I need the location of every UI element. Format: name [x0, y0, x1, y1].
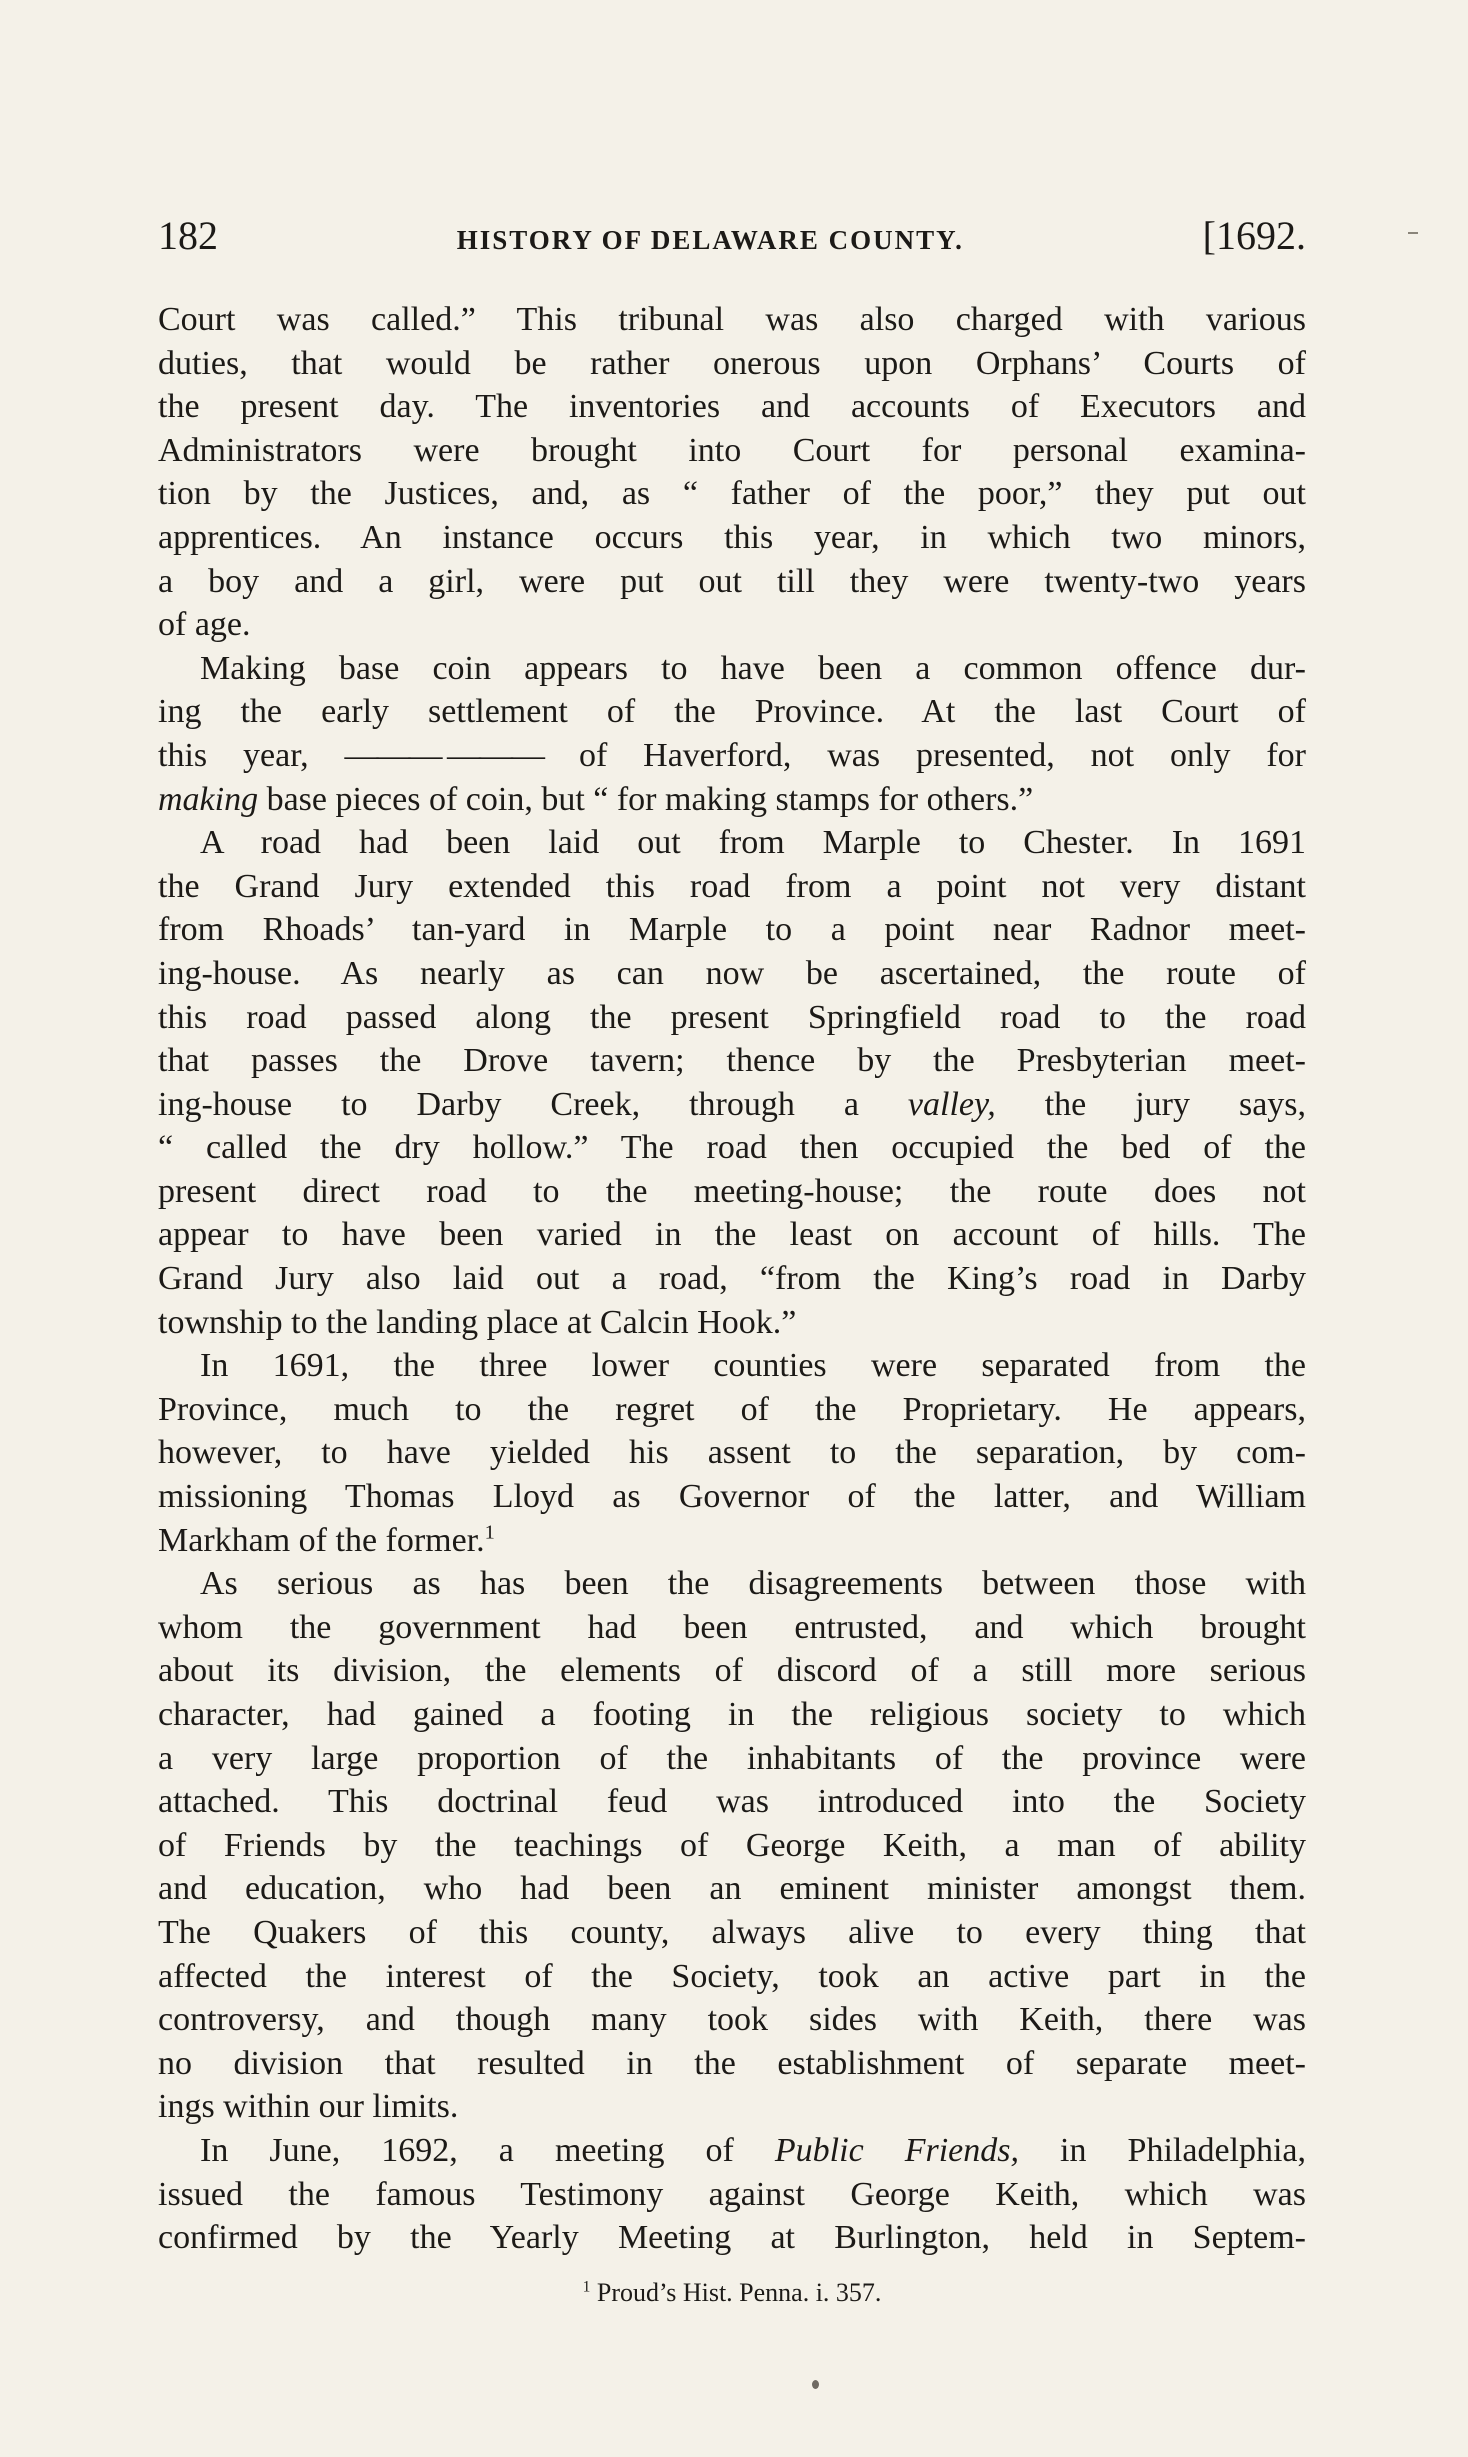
- text-line: the present day. The inventories and accounts of Executors and: [158, 388, 1306, 426]
- italic-phrase: Public Friends,: [774, 2131, 1019, 2169]
- text-line: A road had been laid out from Marple to Chester. In 1691: [200, 824, 1306, 862]
- text-line: Province, much to the regret of the Proprietary. He appears,: [158, 1390, 1306, 1428]
- text-line: duties, that would be rather onerous upon Orphans’ Courts of: [158, 344, 1306, 382]
- text-line: character, had gained a footing in the religious society to which: [158, 1696, 1306, 1733]
- text-line-italic: [158, 778, 1306, 822]
- text-line: whom the government had been entrusted, and which brought: [158, 1608, 1306, 1646]
- text-line: “ called the dry hollow.” The road then occupied the bed of the: [158, 1129, 1306, 1167]
- page-speck: [812, 2380, 819, 2389]
- text-fragment: base pieces of coin, but “ for making stamps for others.”: [266, 780, 1034, 818]
- text-line: appear to have been varied in the least on account of hills. The: [158, 1216, 1306, 1254]
- text-line: of age.: [158, 606, 251, 644]
- text-line: Grand Jury also laid out a road, “from the King’s road in Darby: [158, 1260, 1306, 1298]
- text-line: a very large proportion of the inhabitants of the province were: [158, 1739, 1306, 1777]
- text-fragment: Markham of the former.: [158, 1521, 485, 1559]
- text-line: that passes the Drove tavern; thence by the Presbyterian meet-: [158, 1042, 1306, 1080]
- text-line-redacted-name: [158, 734, 1306, 778]
- text-fragment: the jury says,: [1044, 1085, 1307, 1123]
- text-line: no division that resulted in the establishment of separate meet-: [158, 2044, 1306, 2082]
- text-line: controversy, and though many took sides with Keith, there was: [158, 2001, 1306, 2039]
- text-line: In 1691, the three lower counties were separated from the: [200, 1347, 1306, 1385]
- footnote-reference[interactable]: 1: [484, 1521, 495, 1544]
- text-line: of Friends by the teachings of George Keith, a man of ability: [158, 1826, 1306, 1864]
- footnote: [158, 2278, 1306, 2308]
- text-line: [158, 1519, 1306, 1563]
- text-line: tion by the Justices, and, as “ father of the poor,” they put out: [158, 475, 1306, 513]
- running-year: [1692.: [1202, 213, 1306, 258]
- text-fragment: in Philadelphia,: [1060, 2131, 1307, 2169]
- text-line: however, to have yielded his assent to the separation, by com-: [158, 1434, 1306, 1472]
- text-line: Administrators were brought into Court for personal examina-: [158, 431, 1306, 469]
- footnote-mark: 1: [582, 2278, 591, 2296]
- text-line: Making base coin appears to have been a common offence dur-: [200, 649, 1306, 687]
- running-head: [158, 212, 1306, 262]
- text-fragment: ing-house to Darby Creek, through a: [158, 1085, 859, 1123]
- edge-mark: [1408, 232, 1418, 234]
- text-line: missioning Thomas Lloyd as Governor of the latter, and William: [158, 1478, 1306, 1516]
- text-line-italic: [158, 2129, 1306, 2173]
- running-title: HISTORY OF DELAWARE COUNTY.: [456, 225, 964, 255]
- text-line: attached. This doctrinal feud was introduced into the Society: [158, 1783, 1306, 1821]
- text-line: and education, who had been an eminent minister amongst them.: [158, 1870, 1306, 1908]
- text-line: issued the famous Testimony against George Keith, which was: [158, 2175, 1306, 2213]
- text-fragment: of Haverford, was presented, not only for: [578, 736, 1306, 774]
- page-number: 182: [158, 213, 218, 258]
- text-line: present direct road to the meeting-house; the route does not: [158, 1172, 1306, 1210]
- text-line: The Quakers of this county, always alive to every thing that: [158, 1913, 1306, 1951]
- text-line: apprentices. An instance occurs this year, in which two minors,: [158, 518, 1306, 556]
- text-fragment: this year,: [158, 736, 309, 774]
- italic-word: making: [158, 780, 259, 818]
- text-fragment: In June, 1692, a meeting of: [200, 2131, 734, 2169]
- text-line: township to the landing place at Calcin Hook.”: [158, 1303, 797, 1341]
- redaction-dashes: ——— ———: [344, 736, 544, 774]
- text-line: a boy and a girl, were put out till they were twenty-two years: [158, 562, 1306, 600]
- body-text: [158, 298, 1306, 2260]
- text-line: As serious as has been the disagreements between those with: [200, 1565, 1306, 1603]
- text-line: ing-house. As nearly as can now be ascertained, the route of: [158, 954, 1306, 992]
- italic-word: valley,: [907, 1085, 996, 1123]
- text-line: confirmed by the Yearly Meeting at Burlington, held in Septem-: [158, 2219, 1306, 2257]
- text-line: ings within our limits.: [158, 2088, 459, 2126]
- text-line: this road passed along the present Springfield road to the road: [158, 998, 1306, 1036]
- text-line: from Rhoads’ tan-yard in Marple to a point near Radnor meet-: [158, 911, 1306, 949]
- text-line: affected the interest of the Society, took an active part in the: [158, 1957, 1306, 1995]
- text-line: ing the early settlement of the Province. At the last Court of: [158, 693, 1306, 731]
- text-line: Court was called.” This tribunal was also charged with various: [158, 301, 1306, 338]
- footnote-text: Proud’s Hist. Penna. i. 357.: [596, 2278, 882, 2307]
- text-line: the Grand Jury extended this road from a point not very distant: [158, 867, 1306, 905]
- text-line: about its division, the elements of discord of a still more serious: [158, 1652, 1306, 1690]
- text-line-italic: [158, 1083, 1306, 1127]
